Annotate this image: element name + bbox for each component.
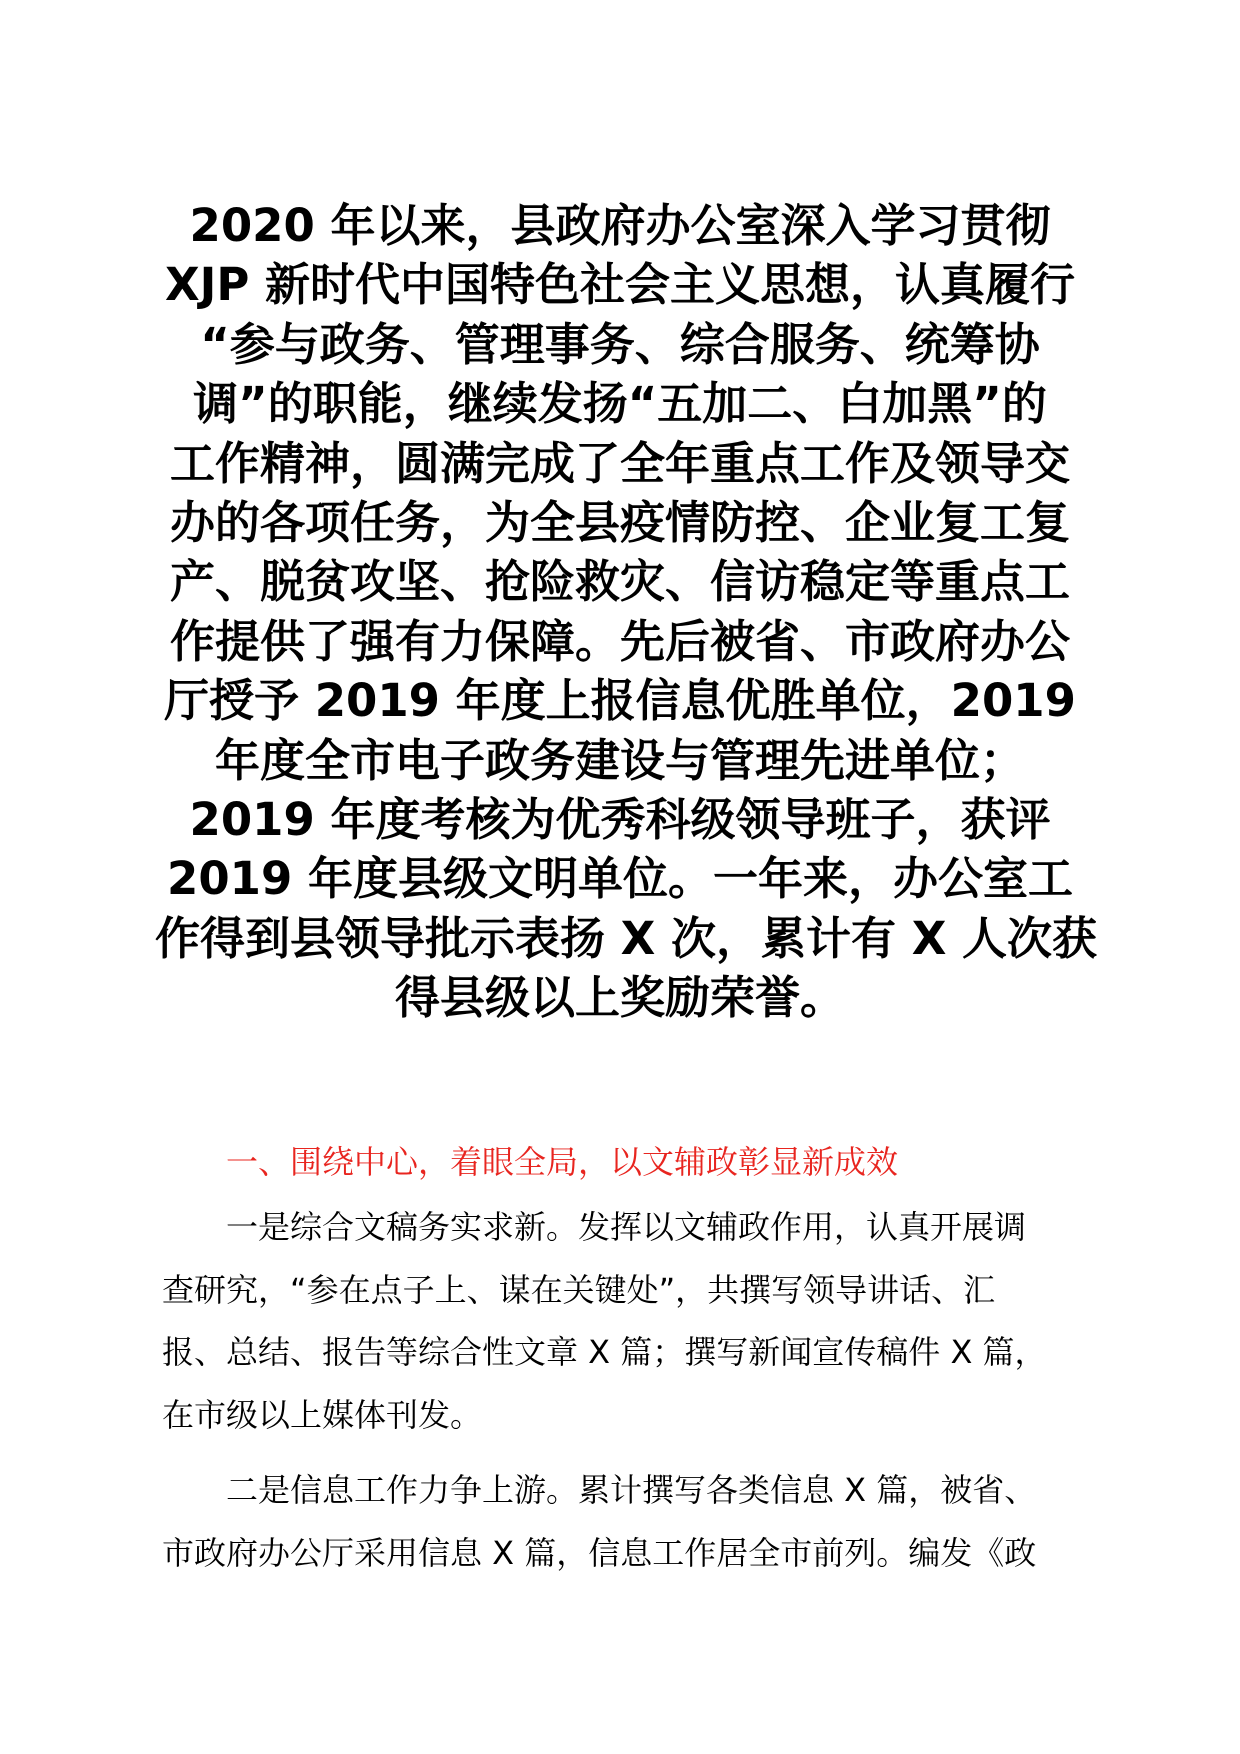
title-line: 2019 年度县级文明单位。一年来，办公室工 xyxy=(167,852,1073,906)
paragraph-comprehensive-writing xyxy=(162,1196,1092,1446)
paragraph-line: 报、总结、报告等综合性文章 X 篇；撰写新闻宣传稿件 X 篇， xyxy=(162,1333,1047,1371)
paragraph-line: 一是综合文稿务实求新。发挥以文辅政作用，认真开展调 xyxy=(226,1208,1027,1246)
title-line: XJP 新时代中国特色社会主义思想，认真履行 xyxy=(164,258,1076,312)
paragraph-line: 查研究，“参在点子上、谋在关键处”，共撰写领导讲话、汇 xyxy=(162,1270,996,1309)
title-line: “参与政务、管理事务、综合服务、统筹协 xyxy=(200,317,1040,371)
title-line: 2019 年度考核为优秀科级领导班子，获评 xyxy=(189,793,1051,847)
paragraph-line: 市政府办公厅采用信息 X 篇，信息工作居全市前列。编发《政 xyxy=(162,1533,1037,1572)
summary-title xyxy=(155,196,1098,1028)
title-line: 作得到县领导批示表扬 X 次，累计有 X 人次获 xyxy=(155,911,1098,965)
title-line: 得县级以上奖励荣誉。 xyxy=(394,971,845,1025)
paragraph-line: 二是信息工作力争上游。累计撰写各类信息 X 篇，被省、 xyxy=(226,1471,1037,1509)
title-line: 作提供了强有力保障。先后被省、市政府办公 xyxy=(169,614,1070,668)
section-heading: 一、围绕中心，着眼全局，以文辅政彰显新成效 xyxy=(226,1143,899,1181)
title-line: 厅授予 2019 年度上报信息优胜单位，2019 xyxy=(164,674,1076,728)
title-line: 调”的职能，继续发扬“五加二、白加黑”的 xyxy=(193,377,1047,431)
title-line: 2020 年以来，县政府办公室深入学习贯彻 xyxy=(189,199,1051,252)
title-line: 工作精神，圆满完成了全年重点工作及领导交 xyxy=(169,436,1070,490)
title-line: 办的各项任务，为全县疫情防控、企业复工复 xyxy=(169,496,1070,550)
paragraph-line: 在市级以上媒体刊发。 xyxy=(162,1395,483,1434)
paragraph-information-work xyxy=(162,1459,1092,1584)
title-line: 年度全市电子政务建设与管理先进单位； xyxy=(214,733,1025,787)
title-line: 产、脱贫攻坚、抢险救灾、信访稳定等重点工 xyxy=(169,555,1070,609)
